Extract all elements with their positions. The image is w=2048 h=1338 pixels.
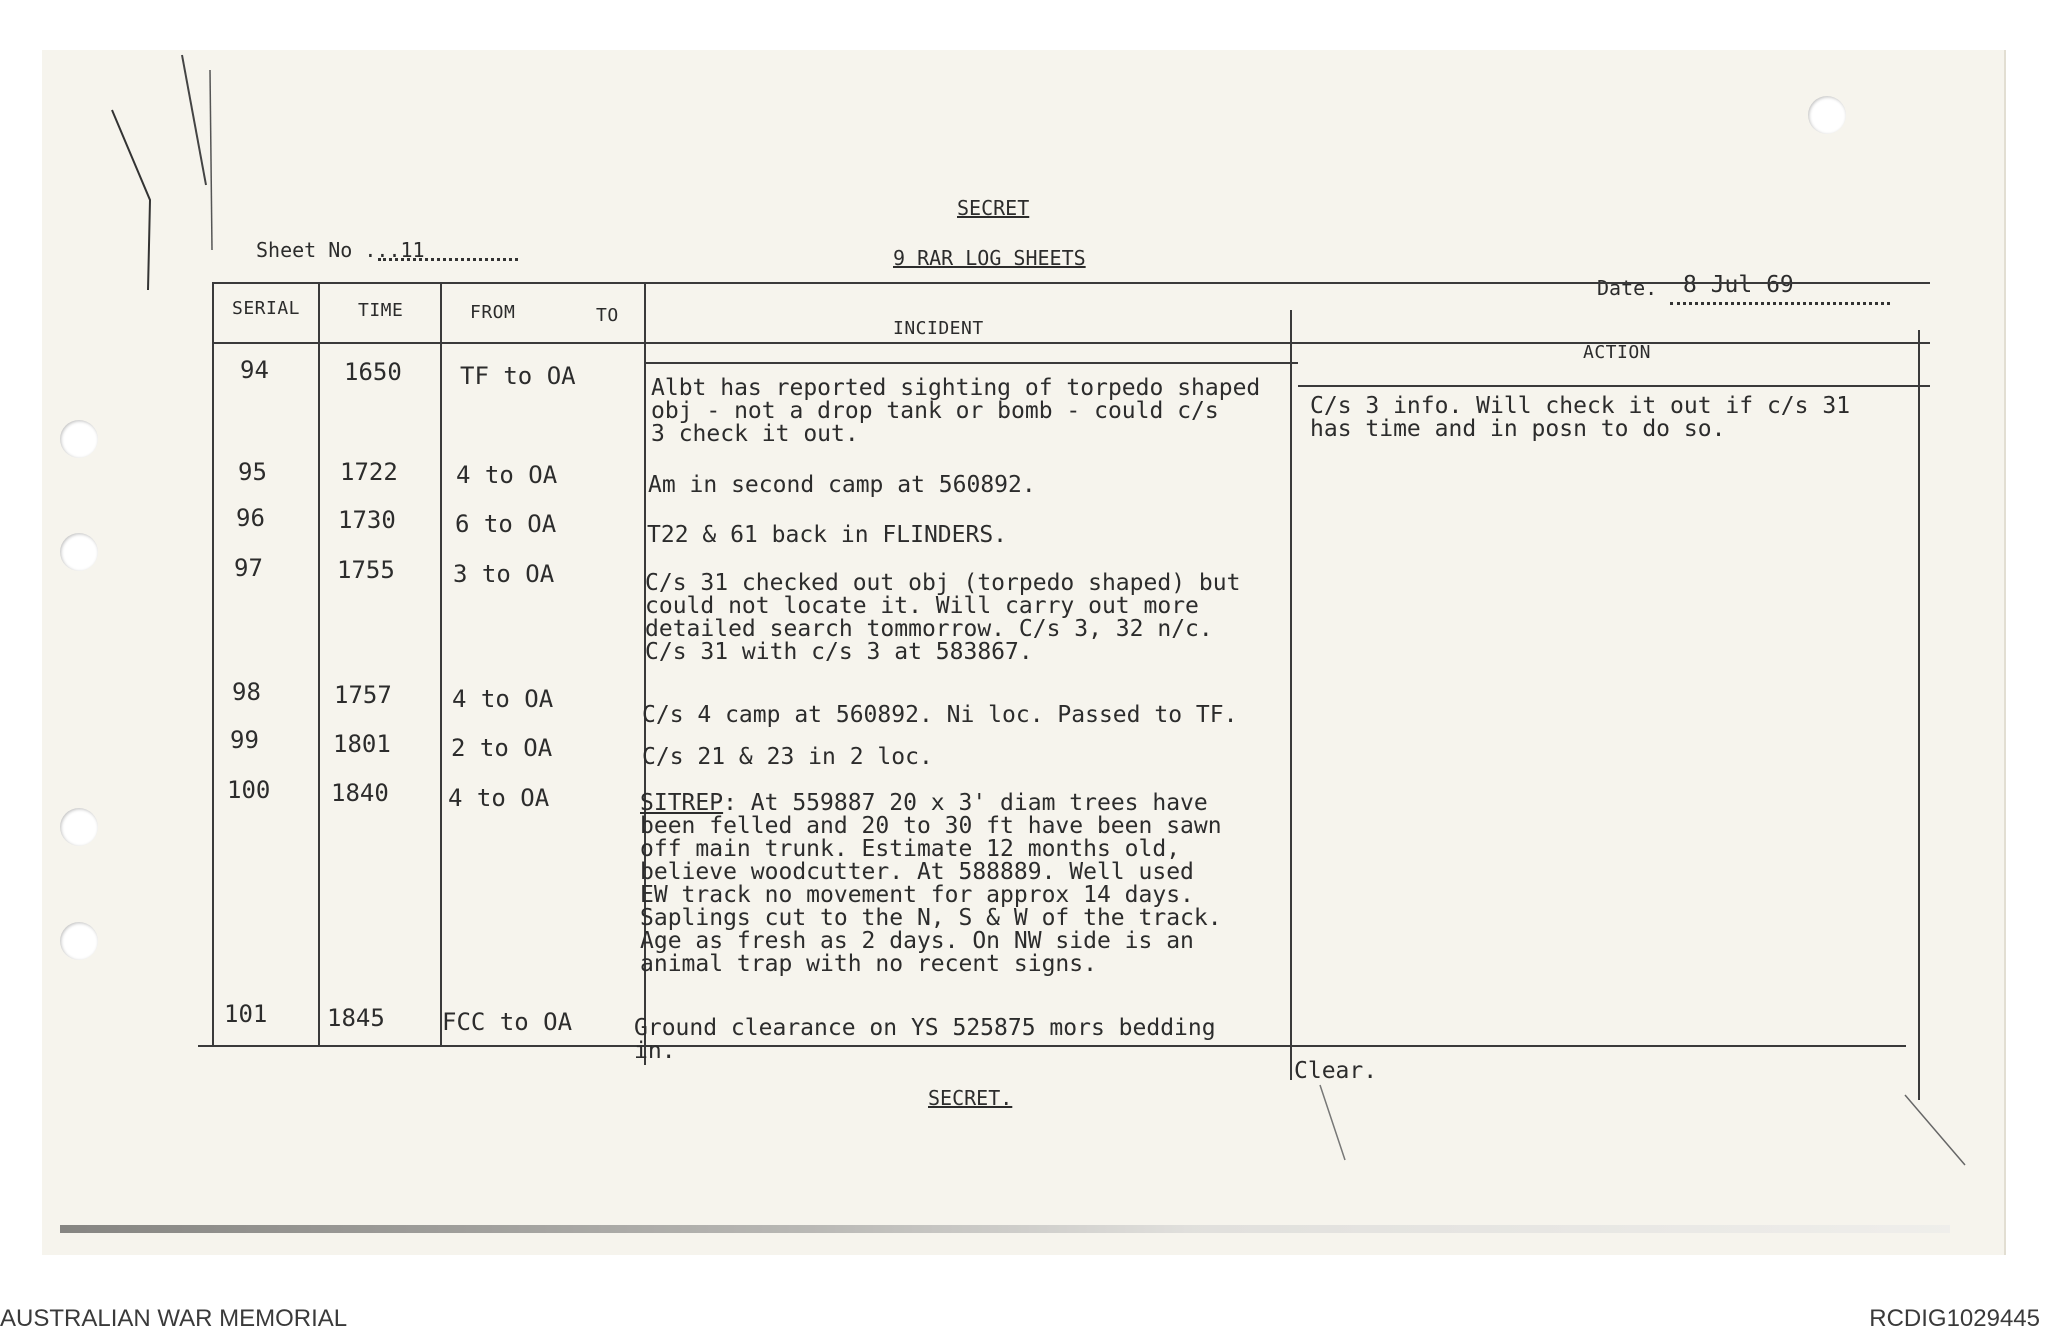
- row-96-time: 1730: [338, 506, 396, 534]
- col-header-from: FROM: [470, 302, 516, 323]
- row-99-from-to: 2 to OA: [451, 734, 553, 762]
- sitrep-text: : At 559887 20 x 3' diam trees have been felled and 20 to 30 ft have been sawn off main trunk. Estimate 12 months old, believe woodcutter. At 588889. Well used EW track no movement for approx 14 days. Saplings cut to the N, S & W of the track. Age as fresh as 2 days. On NW side is an animal trap with no recent signs.: [640, 790, 1222, 977]
- row-101-incident: Ground clearance on YS 525875 mors bedding in.: [634, 1015, 1216, 1064]
- sheet-number-dots: [378, 258, 518, 261]
- table-top-border: [212, 282, 1930, 284]
- table-right-border: [1918, 330, 1920, 1100]
- row-95-from-to: 4 to OA: [456, 461, 558, 489]
- document-title: 9 RAR LOG SHEETS: [893, 246, 1086, 270]
- row-94-time: 1650: [344, 358, 402, 386]
- row-98-time: 1757: [334, 681, 392, 709]
- table-header-rule: [212, 342, 1930, 344]
- row-95-incident: Am in second camp at 560892.: [648, 472, 1036, 498]
- row-96-from-to: 6 to OA: [455, 510, 557, 538]
- serial-time-divider: [318, 282, 320, 1045]
- incident-header-rule: [646, 362, 1298, 364]
- date-dots: [1670, 302, 1890, 305]
- col-header-time: TIME: [358, 300, 404, 321]
- row-97-incident: C/s 31 checked out obj (torpedo shaped) but could not locate it. Will carry out more detailed search tommorrow. C/s 3, 32 n/c. C/s 31 with c/s 3 at 583867.: [645, 570, 1241, 665]
- row-95-time: 1722: [340, 458, 398, 486]
- row-99-serial: 99: [230, 726, 259, 754]
- table-left-border: [212, 282, 214, 1045]
- row-97-time: 1755: [337, 556, 395, 584]
- row-101-time: 1845: [327, 1004, 385, 1032]
- row-98-serial: 98: [232, 678, 261, 706]
- row-96-incident: T22 & 61 back in FLINDERS.: [647, 522, 1008, 548]
- date-value: 8 Jul 69: [1683, 272, 1794, 298]
- date-label: Date.: [1597, 276, 1658, 300]
- sheet-number-label: Sheet No ...: [256, 238, 401, 262]
- row-97-from-to: 3 to OA: [453, 560, 555, 588]
- row-100-incident: [640, 792, 1280, 976]
- archive-credit: AUSTRALIAN WAR MEMORIAL: [0, 1305, 348, 1332]
- row-101-serial: 101: [224, 1000, 268, 1028]
- row-99-incident: C/s 21 & 23 in 2 loc.: [642, 744, 933, 770]
- row-97-serial: 97: [234, 554, 263, 582]
- row-98-incident: C/s 4 camp at 560892. Ni loc. Passed to TF.: [642, 702, 1238, 728]
- row-100-time: 1840: [331, 779, 389, 807]
- sitrep-label: SITREP: [640, 790, 724, 816]
- action-header-rule: [1298, 385, 1930, 387]
- row-95-serial: 95: [238, 458, 267, 486]
- footer-classification: SECRET.: [928, 1086, 1013, 1110]
- col-header-action: ACTION: [1583, 342, 1652, 363]
- row-96-serial: 96: [236, 504, 265, 532]
- row-101-from-to: FCC to OA: [442, 1008, 573, 1036]
- col-header-to: TO: [596, 305, 619, 326]
- row-94-incident: Albt has reported sighting of torpedo shaped obj - not a drop tank or bomb - could c/s 3 check it out.: [651, 375, 1261, 447]
- row-98-from-to: 4 to OA: [452, 685, 554, 713]
- row-100-serial: 100: [227, 776, 271, 804]
- row-99-time: 1801: [333, 730, 391, 758]
- col-header-serial: SERIAL: [232, 298, 301, 319]
- row-100-from-to: 4 to OA: [448, 784, 550, 812]
- row-94-action: C/s 3 info. Will check it out if c/s 31 has time and in posn to do so.: [1310, 393, 1851, 442]
- archive-id: RCDIG1029445: [1869, 1305, 2040, 1332]
- scan-edge-strip: [60, 1225, 1950, 1233]
- sheet-number-value: 11: [400, 238, 425, 262]
- header-classification: SECRET: [957, 196, 1030, 220]
- row-94-serial: 94: [240, 356, 269, 384]
- col-header-incident: INCIDENT: [893, 318, 984, 339]
- row-94-from-to: TF to OA: [460, 362, 576, 390]
- time-from-divider: [440, 282, 442, 1045]
- row-101-action: Clear.: [1294, 1058, 1378, 1084]
